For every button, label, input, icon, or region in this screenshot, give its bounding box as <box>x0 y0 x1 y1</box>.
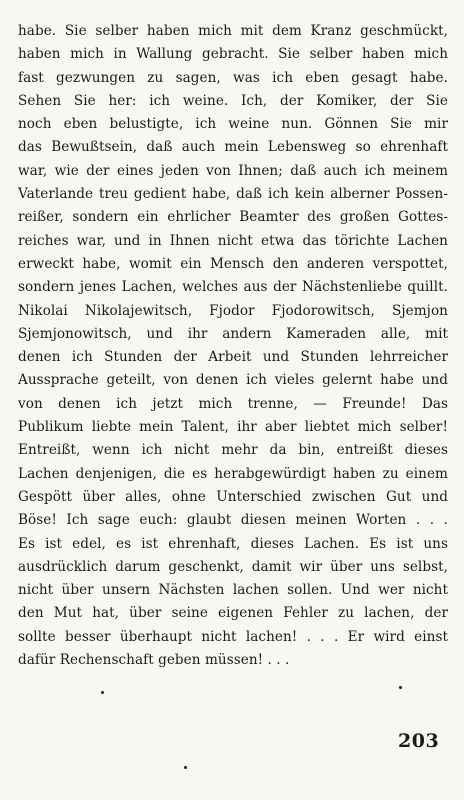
text-line: ausdrücklich darum geschenkt, damit wir über uns selbst, <box>18 558 448 575</box>
text-line: Sehen Sie her: ich weine. Ich, der Komiker, der Sie <box>18 92 448 109</box>
text-line: Nikolai Nikolajewitsch, Fjodor Fjodorowitsch, Sjemjon <box>18 302 448 319</box>
text-line: sollte besser überhaupt nicht lachen! . . . Er wird einst <box>18 628 448 645</box>
text-line: Entreißt, wenn ich nicht mehr da bin, entreißt dieses <box>18 442 448 459</box>
text-line: das Bewußtsein, daß auch mein Lebensweg so ehrenhaft <box>18 139 448 156</box>
text-line: Es ist edel, es ist ehrenhaft, dieses Lachen. Es ist uns <box>18 535 448 552</box>
text-line: Vaterlande treu gedient habe, daß ich kein alberner Possen- <box>18 186 448 203</box>
text-line: erweckt habe, womit ein Mensch den anderen verspottet, <box>18 255 448 272</box>
ink-speck <box>399 686 402 689</box>
text-line: habe. Sie selber haben mich mit dem Kranz geschmückt, <box>18 23 448 39</box>
text-line: denen ich Stunden der Arbeit und Stunden lehrreicher <box>18 349 448 366</box>
text-line: Aussprache geteilt, von denen ich vieles gelernt habe und <box>18 372 448 389</box>
body-text <box>18 20 448 672</box>
text-line: dafür Rechenschaft geben müssen! . . . <box>18 652 290 669</box>
text-line: Publikum liebte mein Talent, ihr aber liebtet mich selber! <box>18 419 448 436</box>
text-line: Gespött über alles, ohne Unterschied zwischen Gut und <box>18 488 448 505</box>
ink-speck <box>101 691 104 694</box>
text-line: den Mut hat, über seine eigenen Fehler zu lachen, der <box>18 605 448 622</box>
text-line: war, wie der eines jeden von Ihnen; daß auch ich meinem <box>18 162 448 179</box>
text-line: von denen ich jetzt mich trenne, — Freunde! Das <box>18 395 448 412</box>
text-line: reiches war, und in Ihnen nicht etwa das törichte Lachen <box>18 232 448 249</box>
text-line: Sjemjonowitsch, und ihr andern Kameraden alle, mit <box>18 325 448 342</box>
text-line: fast gezwungen zu sagen, was ich eben gesagt habe. <box>18 69 448 86</box>
text-line: Böse! Ich sage euch: glaubt diesen meinen Worten . . . <box>18 512 448 529</box>
text-line: sondern jenes Lachen, welches aus der Nächstenliebe quillt. <box>18 279 448 296</box>
text-line: noch eben belustigte, ich weine nun. Gönnen Sie mir <box>18 116 448 133</box>
text-line: nicht über unsern Nächsten lachen sollen. Und wer nicht <box>18 582 448 599</box>
text-line: reißer, sondern ein ehrlicher Beamter des großen Gottes- <box>18 209 448 226</box>
page-number: 203 <box>398 730 440 752</box>
text-line: haben mich in Wallung gebracht. Sie selber haben mich <box>18 46 448 63</box>
ink-speck <box>184 766 187 769</box>
text-line: Lachen denjenigen, die es herabgewürdigt haben zu einem <box>18 465 448 482</box>
